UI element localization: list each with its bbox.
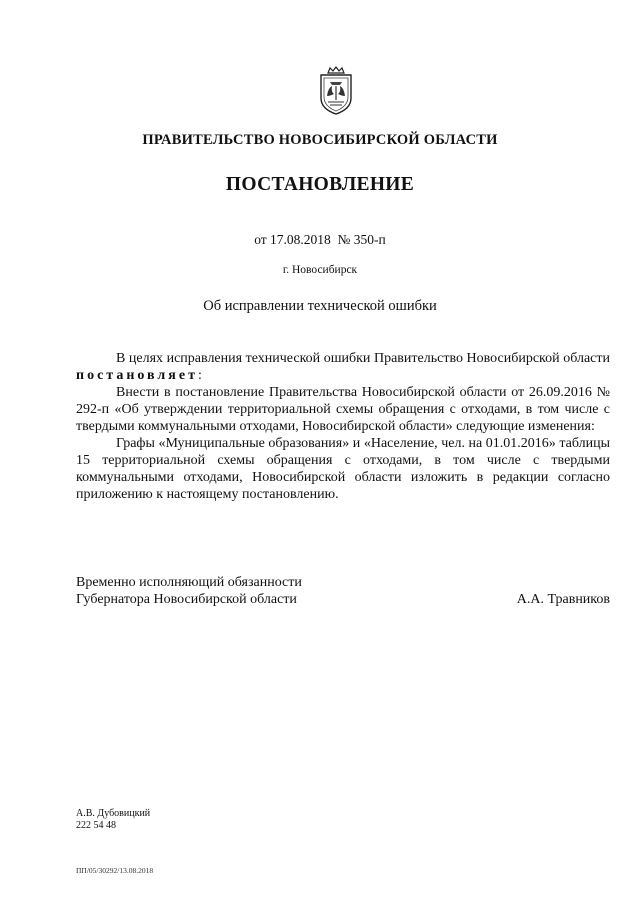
signer-name: А.А. Травников <box>516 592 610 607</box>
document-body <box>76 350 610 503</box>
paragraph-columns: Графы «Муниципальные образования» и «Население, чел. на 01.01.2016» таблицы 15 территориальной схемы обращения с отходами, в том числе с твердыми коммунальными отходами, Новосибирской области изложить в редакции согласно приложению к настоящему постановлению. <box>76 436 610 502</box>
executor-name: А.В. Дубовицкий <box>76 808 151 819</box>
coat-of-arms-icon <box>316 66 356 116</box>
document-subject: Об исправлении технической ошибки <box>203 298 437 314</box>
executor-phone: 222 54 48 <box>76 820 116 831</box>
resolves-word: постановляет <box>76 368 198 383</box>
date-number: от 17.08.2018 № 350-п <box>254 232 386 247</box>
registry-number: ПП/05/30292/13.08.2018 <box>76 866 154 875</box>
paragraph-preamble: В целях исправления технической ошибки Правительство Новосибирской области постановляет: <box>76 351 610 383</box>
document-type: ПОСТАНОВЛЕНИЕ <box>225 174 415 195</box>
city: г. Новосибирск <box>282 264 358 276</box>
signer-title-line2: Губернатора Новосибирской области <box>76 592 297 607</box>
signature-block <box>76 574 610 608</box>
organization-title: ПРАВИТЕЛЬСТВО НОВОСИБИРСКОЙ ОБЛАСТИ <box>142 132 498 148</box>
paragraph-amend: Внести в постановление Правительства Новосибирской области от 26.09.2016 № 292-п «Об утверждении территориальной схемы обращения с отходами, в том числе с твердыми коммунальными отходами, Новосибирской области» следующие изменения: <box>76 385 610 434</box>
signer-title-line1: Временно исполняющий обязанности <box>76 575 302 590</box>
executor-info <box>76 808 150 832</box>
